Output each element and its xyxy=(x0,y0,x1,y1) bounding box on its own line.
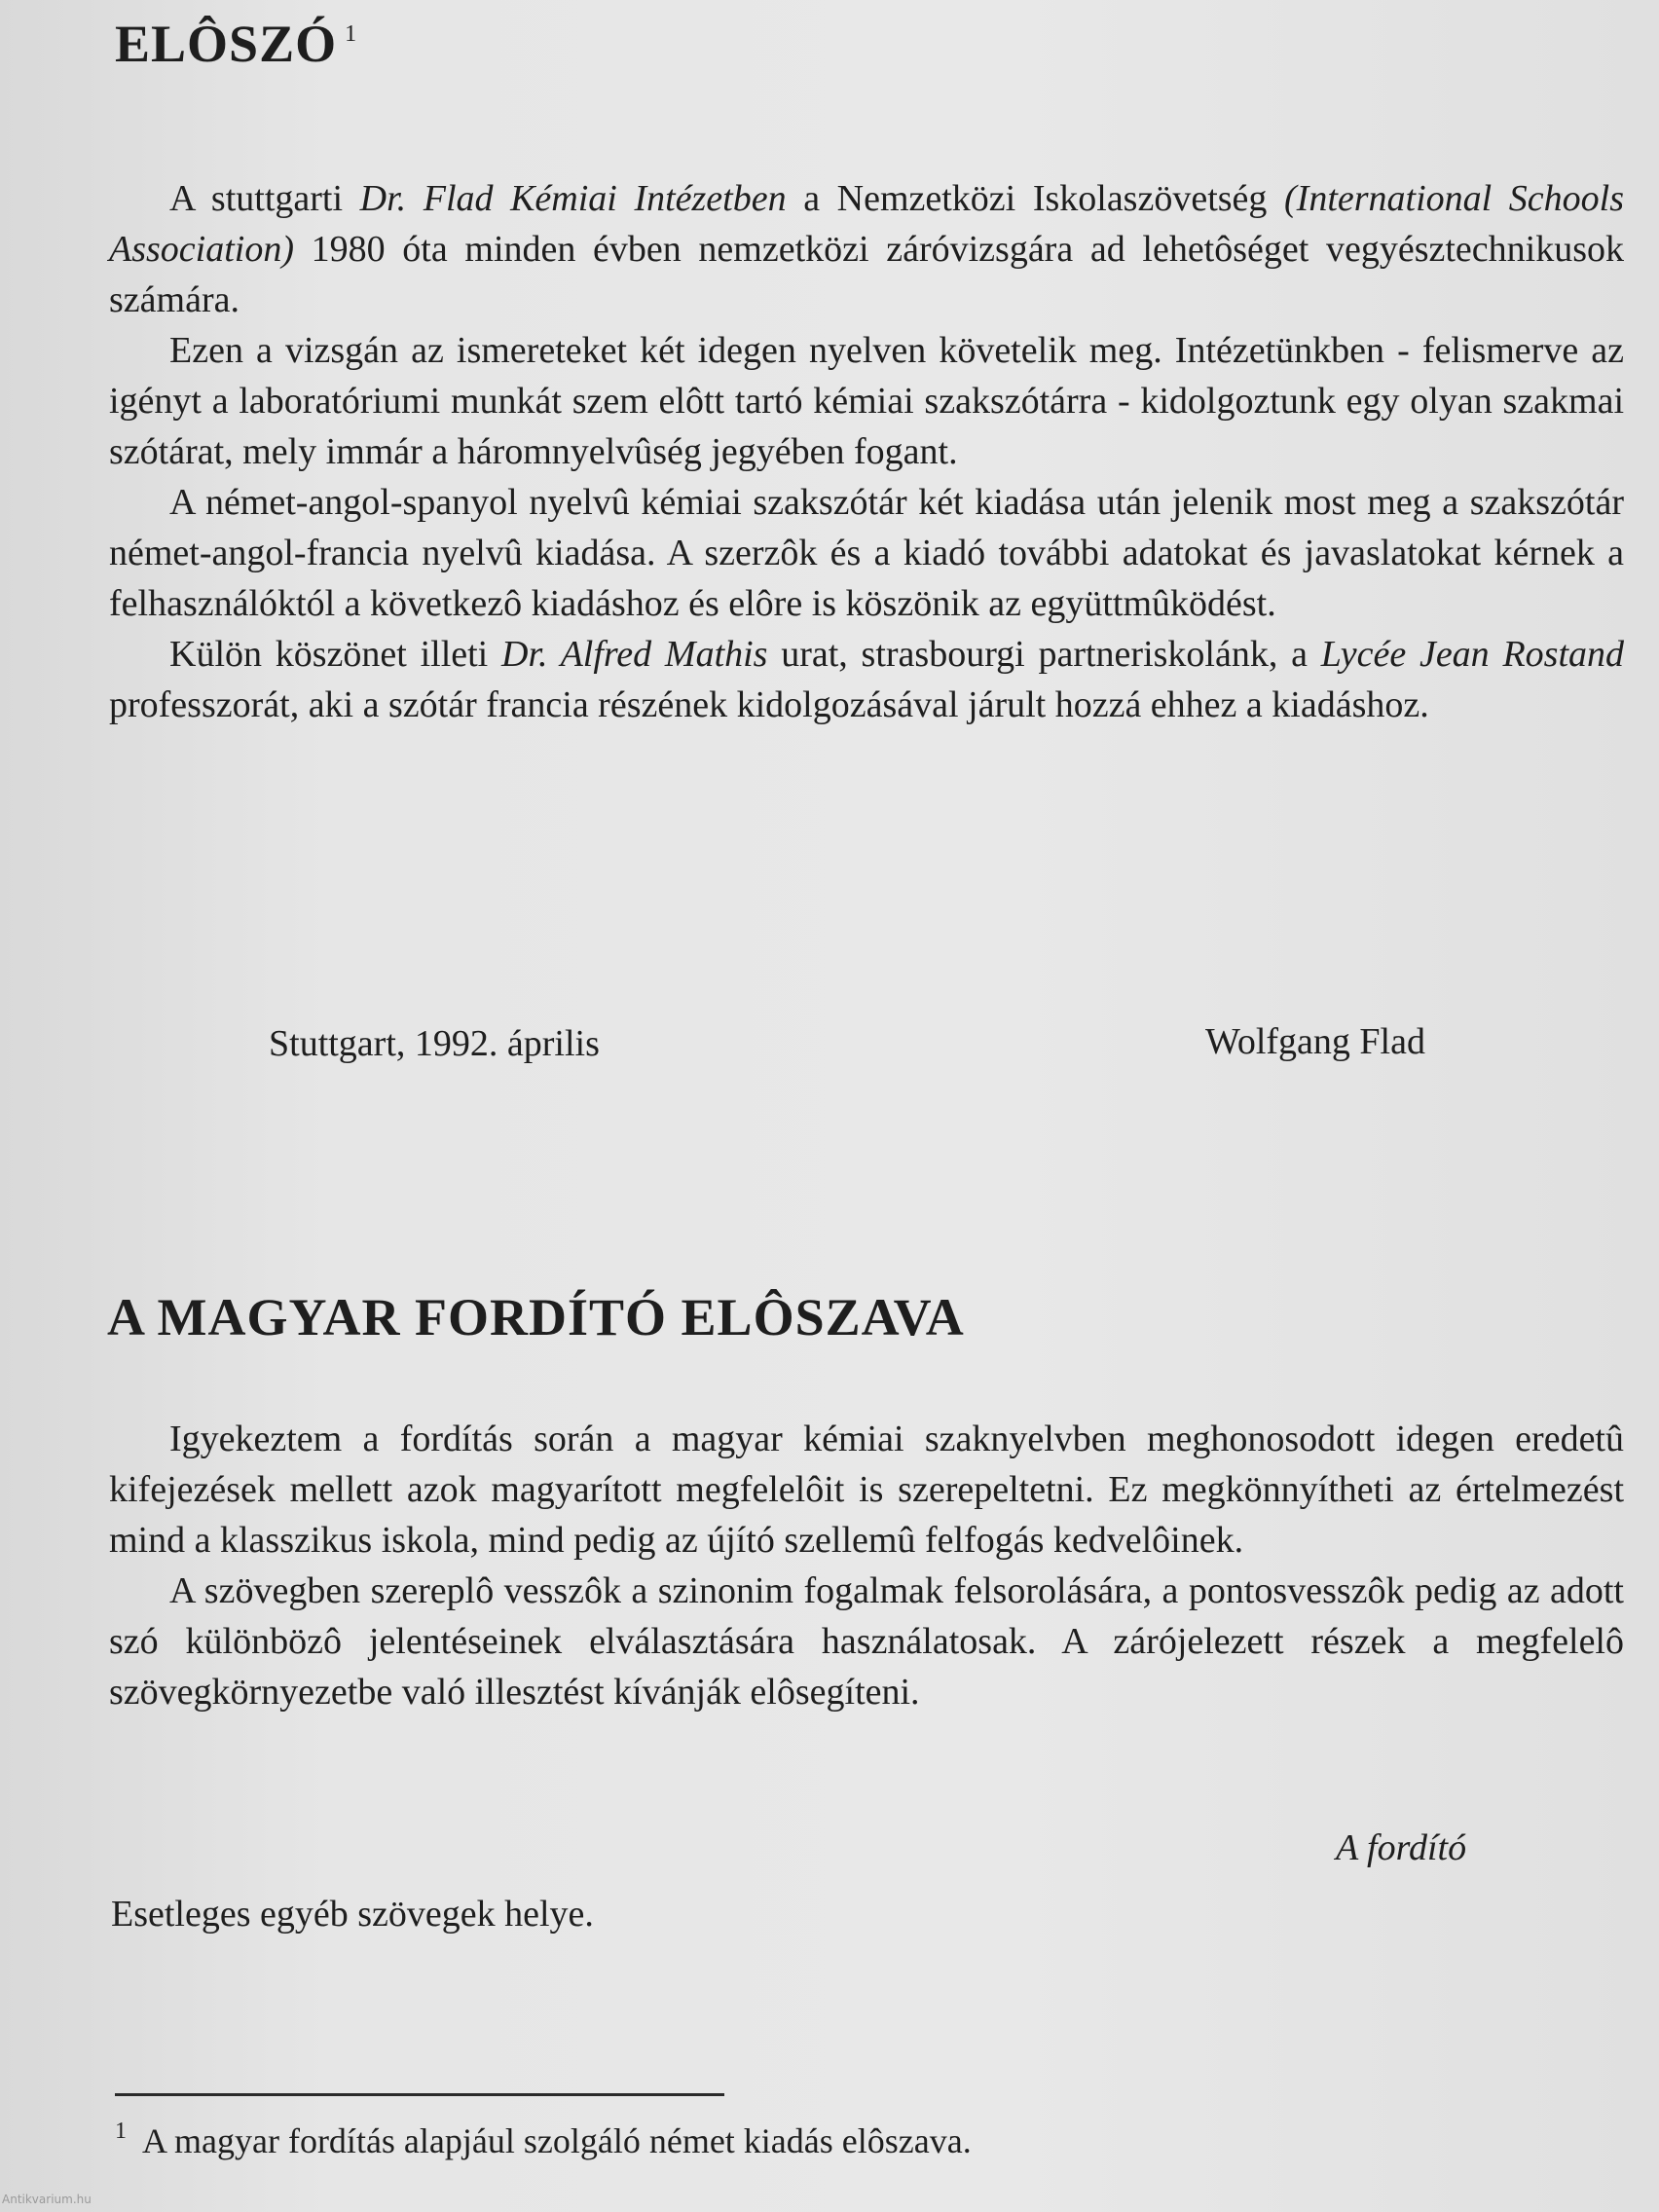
foreword-paragraph-4: Külön köszönet illeti Dr. Alfred Mathis urat, strasbourgi partneriskolánk, a Lycée Jean Rostand professzorát, aki a szótár francia részének kidolgozásával járult hozzá ehhez a kiadáshoz. xyxy=(109,634,1624,725)
footnote-divider xyxy=(115,2093,724,2096)
translator-paragraph-1: Igyekeztem a fordítás során a magyar kémiai szaknyelvben meghonosodott idegen eredetû kifejezések mellett azok magyarított megfelelôit is szerepeltetni. Ez megkönnyítheti az értelmezést mind a klasszikus iskola, mind pedig az újító szellemû felfogás kedvelôinek. xyxy=(109,1419,1624,1561)
footnote-text: A magyar fordítás alapjául szolgáló német kiadás elôszava. xyxy=(142,2121,972,2160)
translator-foreword-title: A MAGYAR FORDÍTÓ ELÔSZAVA xyxy=(107,1288,965,1346)
author-signature: Wolfgang Flad xyxy=(1205,1021,1425,1062)
foreword-title-text: ELÔSZÓ xyxy=(115,15,338,73)
foreword-paragraph-3: A német-angol-spanyol nyelvû kémiai szakszótár két kiadása után jelenik most meg a szakszótár német-angol-francia nyelvû kiadása. A szerzôk és a kiadó további adatokat és javaslatokat kérnek a felhasználóktól a következô kiadáshoz és elôre is köszönik az együttmûködést. xyxy=(109,482,1624,624)
foreword-body xyxy=(109,173,1624,730)
footnote-mark: 1 xyxy=(115,2119,127,2144)
translator-paragraph-2: A szövegben szereplô vesszôk a szinonim fogalmak felsorolására, a pontosvesszôk pedig az adott szó különbözô jelentéseinek elválasztására használatosak. A zárójelezett részek a megfelelô szövegkörnyezetbe való illesztést kívánják elôsegíteni. xyxy=(109,1570,1624,1713)
italic-run: Lycée Jean Rostand xyxy=(1320,634,1624,675)
footnote xyxy=(115,2120,972,2161)
foreword-title xyxy=(115,14,357,74)
italic-run: Dr. Flad Kémiai Intézetben xyxy=(359,178,787,219)
italic-run: (International Schools Association) xyxy=(109,178,1625,270)
other-text-placeholder: Esetleges egyéb szövegek helye. xyxy=(111,1894,594,1935)
place-date: Stuttgart, 1992. április xyxy=(269,1023,600,1064)
watermark: Antikvarium.hu xyxy=(2,2193,92,2206)
footnote-reference: 1 xyxy=(345,21,358,47)
translator-signature: A fordító xyxy=(1336,1827,1467,1868)
translator-foreword-body xyxy=(109,1414,1624,1717)
italic-run: Dr. Alfred Mathis xyxy=(501,634,768,675)
foreword-paragraph-2: Ezen a vizsgán az ismereteket két idegen nyelven követelik meg. Intézetünkben - felismerve az igényt a laboratóriumi munkát szem elôtt tartó kémiai szakszótárra - kidolgoztunk egy olyan szakmai szótárat, mely immár a háromnyelvûség jegyében fogant. xyxy=(109,330,1624,472)
foreword-paragraph-1: A stuttgarti Dr. Flad Kémiai Intézetben a Nemzetközi Iskolaszövetség (International Schools Association) 1980 óta minden évben nemzetközi záróvizsgára ad lehetôséget vegyésztechnikusok számára. xyxy=(109,178,1625,320)
